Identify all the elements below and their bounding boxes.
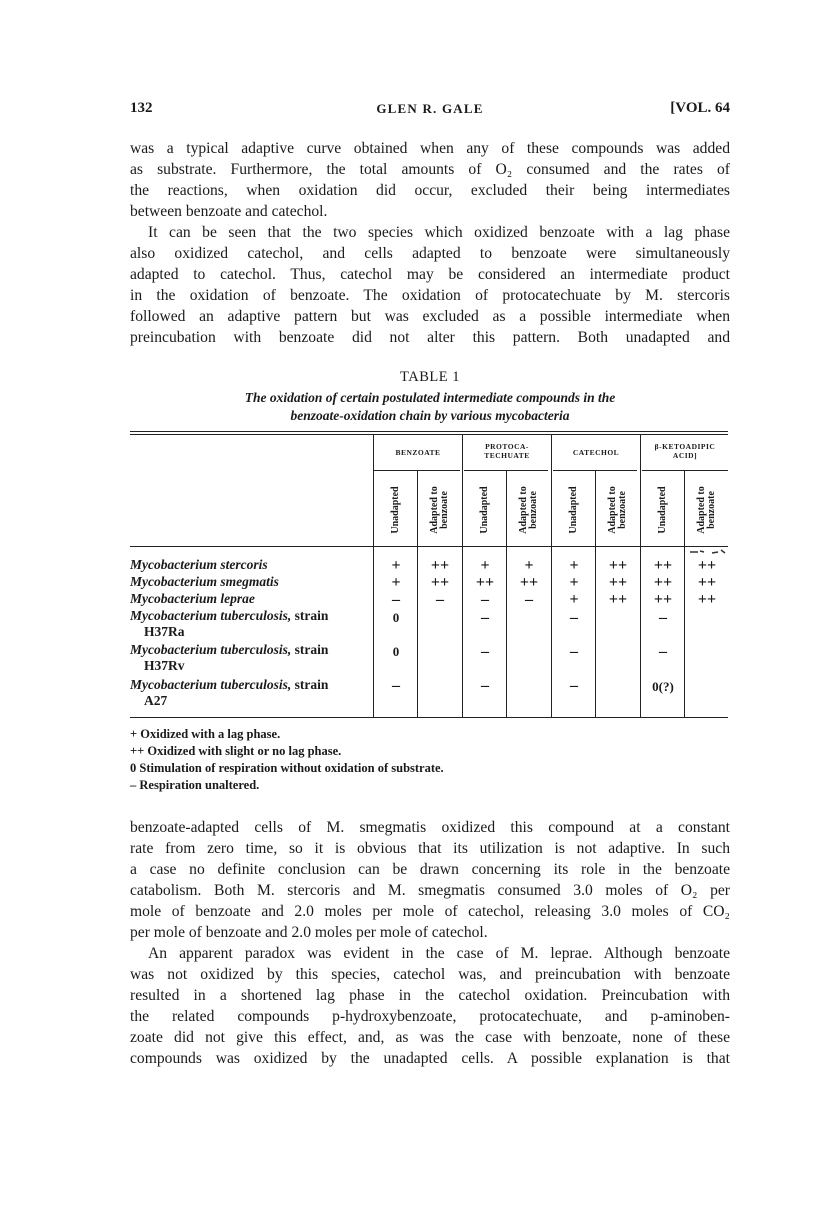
subhead-adapted: Adapted to benzoate [518, 486, 539, 534]
text-line: was not oxidized by this species, catechol was, and preincubation with benzoate [130, 966, 730, 983]
table-row-label: Mycobacterium leprae [130, 591, 255, 606]
text-line: per mole of benzoate and 2.0 moles per mole of catechol. [130, 924, 488, 941]
table-cell: – [570, 677, 578, 694]
text-line: the reactions, when oxidation did occur, excluded their being intermediates [130, 182, 730, 199]
paragraph-4 [130, 943, 730, 1069]
table-cell: – [436, 591, 444, 608]
table-cell: ++ [608, 574, 628, 591]
table-cell: + [569, 574, 579, 591]
text-line: in the oxidation of benzoate. The oxidation of protocatechuate by M. stercoris [130, 287, 730, 304]
group-header-catechol: CATECHOL [572, 448, 620, 457]
text-line: was a typical adaptive curve obtained when any of these compounds was added [130, 140, 730, 157]
table-cell: ++ [608, 557, 628, 574]
table-cell: – [659, 643, 667, 660]
group-header-protocatechuate: PROTOCA- TECHUATE [484, 442, 530, 460]
table-cell: ++ [430, 557, 450, 574]
text-line: as substrate. Furthermore, the total amounts of O₂ consumed and the rates of [130, 161, 730, 178]
legend-item: + Oxidized with a lag phase. [130, 727, 281, 741]
table-cell: – [481, 677, 489, 694]
table-row-label: Mycobacterium tuberculosis, strain H37Rv [130, 642, 329, 673]
subhead-unadapted: Unadapted [568, 486, 579, 534]
table-cell: 0(?) [652, 679, 674, 694]
table-cell: – [392, 591, 400, 608]
text-line: preincubation with benzoate did not alter this pattern. Both unadapted and [130, 329, 730, 346]
table-cell: + [391, 574, 401, 591]
text-line: zoate did not give this effect, and, as was the case with benzoate, none of these [130, 1029, 730, 1046]
table-row-label: Mycobacterium tuberculosis, strain H37Ra [130, 608, 329, 639]
subhead-adapted: Adapted to benzoate [696, 486, 717, 534]
table-cell: – [570, 643, 578, 660]
table-head-rule [130, 546, 728, 547]
paragraph-2 [130, 222, 730, 348]
caption-line: The oxidation of certain postulated intermediate compounds in the [244, 390, 616, 405]
table-cell: + [569, 557, 579, 574]
running-header [130, 100, 730, 122]
table-cell: ++ [653, 591, 673, 608]
table-cell: – [392, 677, 400, 694]
table-cell: + [569, 591, 579, 608]
paragraph-1 [130, 138, 730, 222]
table-cell: – [481, 609, 489, 626]
table-cell: ++ [653, 557, 673, 574]
subhead-unadapted: Unadapted [390, 486, 401, 534]
text-line: between benzoate and catechol. [130, 203, 328, 220]
table-row-label: Mycobacterium stercoris [130, 557, 268, 572]
table-cell: – [659, 609, 667, 626]
print-smudge-mark [688, 549, 728, 554]
text-line: resulted in a shortened lag phase in the catechol oxidation. Preincubation with [130, 987, 730, 1004]
text-line: adapted to catechol. Thus, catechol may be considered an intermediate product [130, 266, 730, 283]
subhead-adapted: Adapted to benzoate [607, 486, 628, 534]
legend-item: 0 Stimulation of respiration without oxidation of substrate. [130, 761, 444, 775]
table-cell: + [524, 557, 534, 574]
table-cell: ++ [519, 574, 539, 591]
table-row-label: Mycobacterium smegmatis [130, 574, 279, 589]
subhead-unadapted: Unadapted [479, 486, 490, 534]
group-header-ketoadipic: β-KETOADIPIC ACID] [654, 442, 716, 460]
table-cell: – [525, 591, 533, 608]
text-line: followed an adaptive pattern but was excluded as a possible intermediate when [130, 308, 730, 325]
table-cell: ++ [475, 574, 495, 591]
legend-item: ++ Oxidized with slight or no lag phase. [130, 744, 342, 758]
table-cell: 0 [392, 610, 400, 625]
text-line: mole of benzoate and 2.0 moles per mole of catechol, releasing 3.0 moles of CO₂ [130, 903, 730, 920]
table-legend [130, 726, 610, 794]
running-author: GLEN R. GALE [376, 101, 484, 116]
table-cell: + [391, 557, 401, 574]
text-line: also oxidized catechol, and cells adapted to benzoate were simultaneously [130, 245, 730, 262]
group-header-benzoate: BENZOATE [395, 448, 441, 457]
table-cell: 0 [392, 644, 400, 659]
table-caption [130, 389, 730, 425]
caption-line: benzoate-oxidation chain by various mycobacteria [290, 408, 570, 423]
volume-number: [VOL. 64 [670, 100, 730, 116]
text-line: benzoate-adapted cells of M. smegmatis oxidized this compound at a constant [130, 819, 730, 836]
table-cell: ++ [608, 591, 628, 608]
table-cell: ++ [697, 591, 717, 608]
table-cell: ++ [653, 574, 673, 591]
table-top-rule [130, 431, 728, 432]
table-top-rule-2 [130, 434, 728, 435]
table-cell: – [481, 591, 489, 608]
subhead-unadapted: Unadapted [657, 486, 668, 534]
table-cell: – [481, 643, 489, 660]
legend-item: – Respiration unaltered. [130, 778, 260, 792]
text-line: rate from zero time, so it is obvious that its utilization is not adaptive. In such [130, 840, 730, 857]
table-cell: + [480, 557, 490, 574]
text-line: An apparent paradox was evident in the case of M. leprae. Although benzoate [148, 945, 730, 962]
table-cell: ++ [697, 557, 717, 574]
table-cell: ++ [697, 574, 717, 591]
subhead-adapted: Adapted to benzoate [429, 486, 450, 534]
table-cell: ++ [430, 574, 450, 591]
text-line: the related compounds p-hydroxybenzoate, protocatechuate, and p-aminoben- [130, 1008, 730, 1025]
text-line: compounds was oxidized by the unadapted cells. A possible explanation is that [130, 1050, 730, 1067]
table-cell: – [570, 609, 578, 626]
page-number: 132 [130, 100, 153, 116]
group-rule [642, 470, 728, 471]
text-line: It can be seen that the two species which oxidized benzoate with a lag phase [148, 224, 730, 241]
table-title: TABLE 1 [400, 369, 460, 385]
table-bottom-rule [130, 717, 728, 718]
table-row-label: Mycobacterium tuberculosis, strain A27 [130, 677, 329, 708]
paragraph-3 [130, 817, 730, 943]
text-line: catabolism. Both M. stercoris and M. smegmatis consumed 3.0 moles of O₂ per [130, 882, 730, 899]
text-line: a case no definite conclusion can be drawn concerning its role in the benzoate [130, 861, 730, 878]
